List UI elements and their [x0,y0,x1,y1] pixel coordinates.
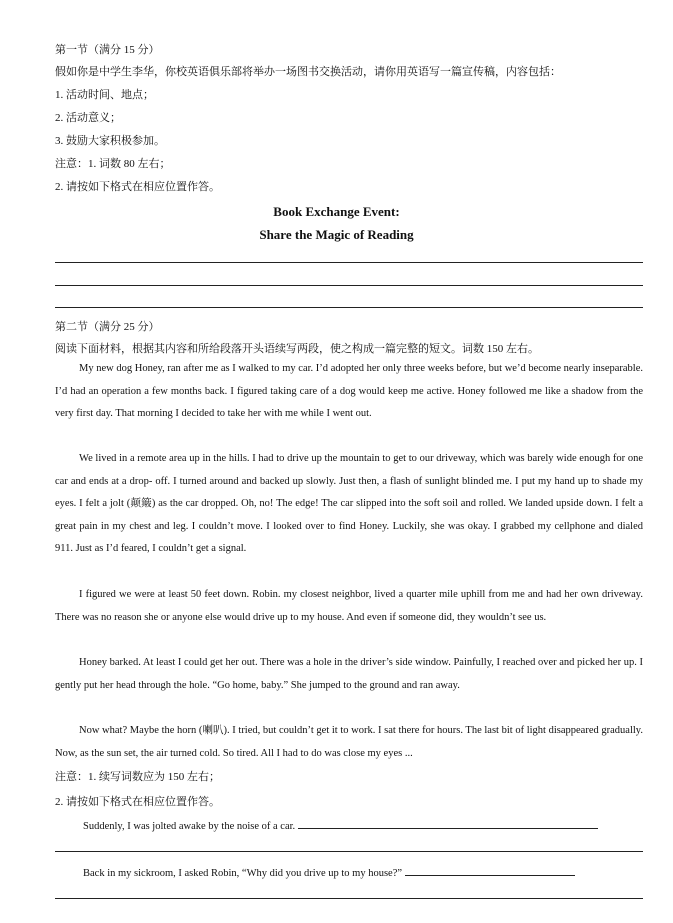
section2-note-1: 注意：1. 续写词数应为 150 左右； [55,771,220,783]
answer-line [55,898,643,899]
section1-item-3: 3. 鼓励大家积极参加。 [55,135,165,147]
story-paragraph-2: We lived in a remote area up in the hills. I had to drive up the mountain to get to our driveway, which was barely wide enough for one car and ends at a drop- off. I turned around and backed up slowly. Just then, a flash of sunlight blinded me. I put my hand up to shade my eyes. I felt a jolt (颠簸) as the car dropped. Oh, no! The edge! The car slipped into the soft soil and rolled. We landed upside down. I felt a great pain in my chest and leg. I couldn’t move. I looked over to find Honey. Luckily, she was okay. I grabbed my cellphone and dialed 911. Just as I’d feared, I couldn’t get a signal. [55,453,643,555]
section1-note-1: 注意：1. 词数 80 左右； [55,158,171,170]
section1-heading: 第一节（满分 15 分） [55,44,160,56]
continuation-prompt-1 [83,817,598,834]
answer-line [55,285,643,286]
section2-task: 阅读下面材料，根据其内容和所给段落开头语续写两段，使之构成一篇完整的短文。词数 150 左右。 [55,343,539,355]
story-paragraph-1: My new dog Honey, ran after me as I walked to my car. I’d adopted her only three weeks before, but we’d become nearly inseparable. I’d had an operation a few months back. I figured taking care of a dog would keep me active. Honey followed me like a shadow from the very first day. That morning I decided to take her with me while I went out. [55,363,643,420]
answer-blank [405,864,575,876]
story-paragraph-5: Now what? Maybe the horn (喇叭). I tried, but couldn’t get it to work. I sat there for hours. The last bit of light disappeared gradually. Now, as the sun set, the air turned cold. So tired. All I had to do was close my eyes ... [55,725,643,759]
prompt-2-text: Back in my sickroom, I asked Robin, “Why did you drive up to my house?” [83,868,403,879]
story-paragraph-4: Honey barked. At least I could get her out. There was a hole in the driver’s side window. Painfully, I reached over and picked her up. I gently put her head through the hole. “Go home, baby.” She jumped to the ground and ran away. [55,657,643,691]
story-paragraph-3: I figured we were at least 50 feet down. Robin. my closest neighbor, lived a quarter mile uphill from me and had her own driveway. There was no reason she or anyone else would drive up to my house. And even if someone did, they wouldn’t see us. [55,589,643,623]
essay-title-line2: Share the Magic of Reading [259,227,414,242]
answer-blank [298,817,598,829]
section2-heading: 第二节（满分 25 分） [55,321,160,333]
essay-title-line1: Book Exchange Event: [273,204,400,219]
section1-item-1: 1. 活动时间、地点； [55,89,154,101]
continuation-prompt-2 [83,864,575,881]
section2-note-2: 2. 请按如下格式在相应位置作答。 [55,796,220,808]
answer-line [55,307,643,308]
prompt-1-text: Suddenly, I was jolted awake by the noise of a car. [83,821,296,832]
section1-task: 假如你是中学生李华，你校英语俱乐部将举办一场图书交换活动，请你用英语写一篇宣传稿，内容包括： [55,66,561,78]
section1-note-2: 2. 请按如下格式在相应位置作答。 [55,181,220,193]
answer-line [55,851,643,852]
section1-item-2: 2. 活动意义； [55,112,121,124]
answer-line [55,262,643,263]
